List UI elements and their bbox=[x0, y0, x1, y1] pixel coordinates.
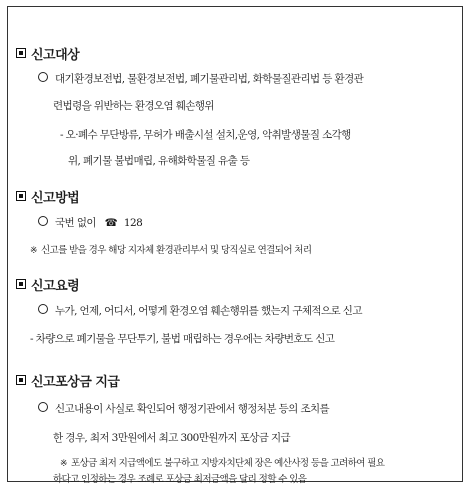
square-bullet-icon bbox=[16, 279, 26, 289]
section-title-reward: 신고포상금 지급 bbox=[16, 371, 119, 390]
section-title-report-method: 신고방법 bbox=[16, 187, 79, 206]
square-bullet-icon bbox=[16, 48, 26, 58]
report-target-line-4: 위, 폐기물 불법매립, 유해화학물질 유출 등 bbox=[68, 155, 250, 167]
report-tips-line-2: - 차량으로 폐기물을 무단투기, 불법 매립하는 경우에는 차량번호도 신고 bbox=[30, 333, 335, 345]
report-guide-box bbox=[7, 6, 463, 485]
report-method-note: ※ 신고를 받을 경우 해당 지자체 환경관리부서 및 당직실로 연결되어 처리 bbox=[30, 245, 312, 256]
circle-bullet-icon bbox=[38, 304, 48, 314]
report-method-phone: 국번 없이 ☎ 128 bbox=[38, 215, 142, 230]
reward-note-line-1: ※ 포상금 최저 지급액에도 불구하고 지방자치단체 장은 예산사정 등을 고려하여 필요 bbox=[60, 458, 385, 469]
reference-mark-icon: ※ bbox=[30, 246, 37, 256]
square-bullet-icon bbox=[16, 375, 26, 385]
circle-bullet-icon bbox=[38, 402, 48, 412]
square-bullet-icon bbox=[16, 191, 26, 201]
report-target-line-2: 련법령을 위반하는 환경오염 훼손행위 bbox=[53, 100, 214, 112]
reward-line-1: 신고내용이 사실로 확인되어 행정기관에서 행정처분 등의 조치를 bbox=[38, 401, 329, 416]
phone-number: 128 bbox=[123, 217, 143, 229]
report-tips-line-1: 누가, 언제, 어디서, 어떻게 환경오염 훼손행위를 했는지 구체적으로 신고 bbox=[38, 303, 362, 318]
report-target-line-1: 대기환경보전법, 물환경보전법, 폐기물관리법, 화학물질관리법 등 환경관 bbox=[38, 71, 363, 86]
section-title-report-tips: 신고요령 bbox=[16, 275, 79, 294]
circle-bullet-icon bbox=[38, 216, 48, 226]
reward-line-2: 한 경우, 최저 3만원에서 최고 300만원까지 포상금 지급 bbox=[53, 432, 291, 444]
reward-note-line-2: 하다고 인정하는 경우 조례로 포상금 최저금액을 달리 정할 수 있음 bbox=[53, 474, 307, 485]
section-title-report-target: 신고대상 bbox=[16, 44, 79, 63]
reference-mark-icon: ※ bbox=[60, 459, 67, 469]
report-target-line-3: - 오·폐수 무단방류, 무허가 배출시설 설치,운영, 악취발생물질 소각행 bbox=[60, 129, 351, 141]
phone-icon: ☎ bbox=[104, 217, 118, 229]
circle-bullet-icon bbox=[38, 72, 48, 82]
